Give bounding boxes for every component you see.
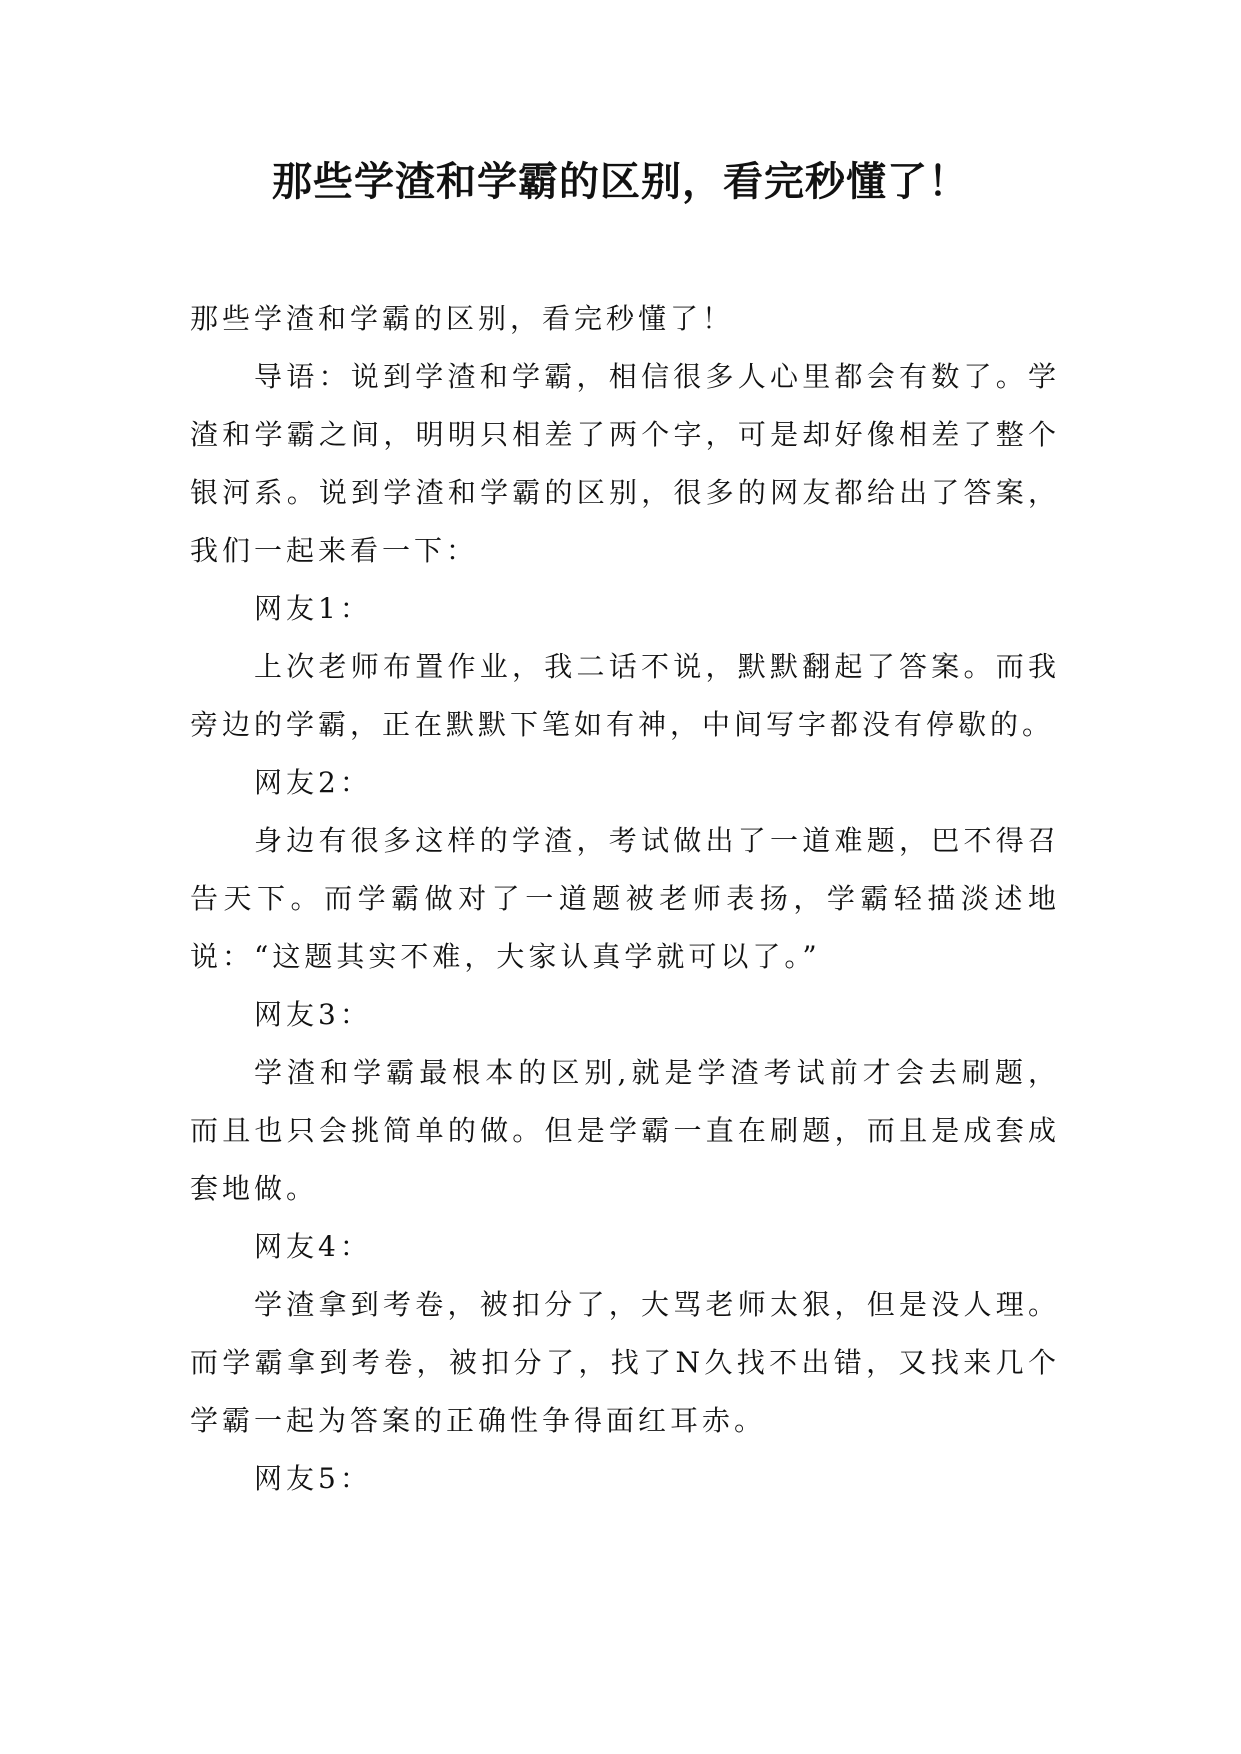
- paragraph-user-1-label: 网友1：: [254, 592, 372, 625]
- paragraph-user-3-label: 网友3：: [254, 998, 372, 1031]
- document-body: [190, 290, 1060, 1508]
- paragraph-user-1-text: 上次老师布置作业，我二话不说，默默翻起了答案。而我旁边的学霸，正在默默下笔如有神，中间写字都没有停歇的。: [190, 650, 1060, 741]
- paragraph-intro: 导语：说到学渣和学霸，相信很多人心里都会有数了。学渣和学霸之间，明明只相差了两个字，可是却好像相差了整个银河系。说到学渣和学霸的区别，很多的网友都给出了答案，我们一起来看一下：: [190, 360, 1060, 567]
- paragraph-user-2-label: 网友2：: [254, 766, 372, 799]
- paragraph-user-5-label: 网友5：: [254, 1462, 372, 1495]
- paragraph-user-3-text: 学渣和学霸最根本的区别,就是学渣考试前才会去刷题，而且也只会挑简单的做。但是学霸一直在刷题，而且是成套成套地做。: [190, 1056, 1060, 1205]
- paragraph-user-4-text: 学渣拿到考卷，被扣分了，大骂老师太狠，但是没人理。而学霸拿到考卷，被扣分了，找了N久找不出错，又找来几个学霸一起为答案的正确性争得面红耳赤。: [190, 1288, 1060, 1437]
- paragraph-heading: 那些学渣和学霸的区别，看完秒懂了！: [190, 302, 735, 335]
- paragraph-user-4-label: 网友4：: [254, 1230, 372, 1263]
- paragraph-user-2-text: 身边有很多这样的学渣，考试做出了一道难题，巴不得召告天下。而学霸做对了一道题被老师表扬，学霸轻描淡述地说：“这题其实不难，大家认真学就可以了。”: [190, 824, 1060, 973]
- document-title: 那些学渣和学霸的区别，看完秒懂了！: [272, 159, 969, 205]
